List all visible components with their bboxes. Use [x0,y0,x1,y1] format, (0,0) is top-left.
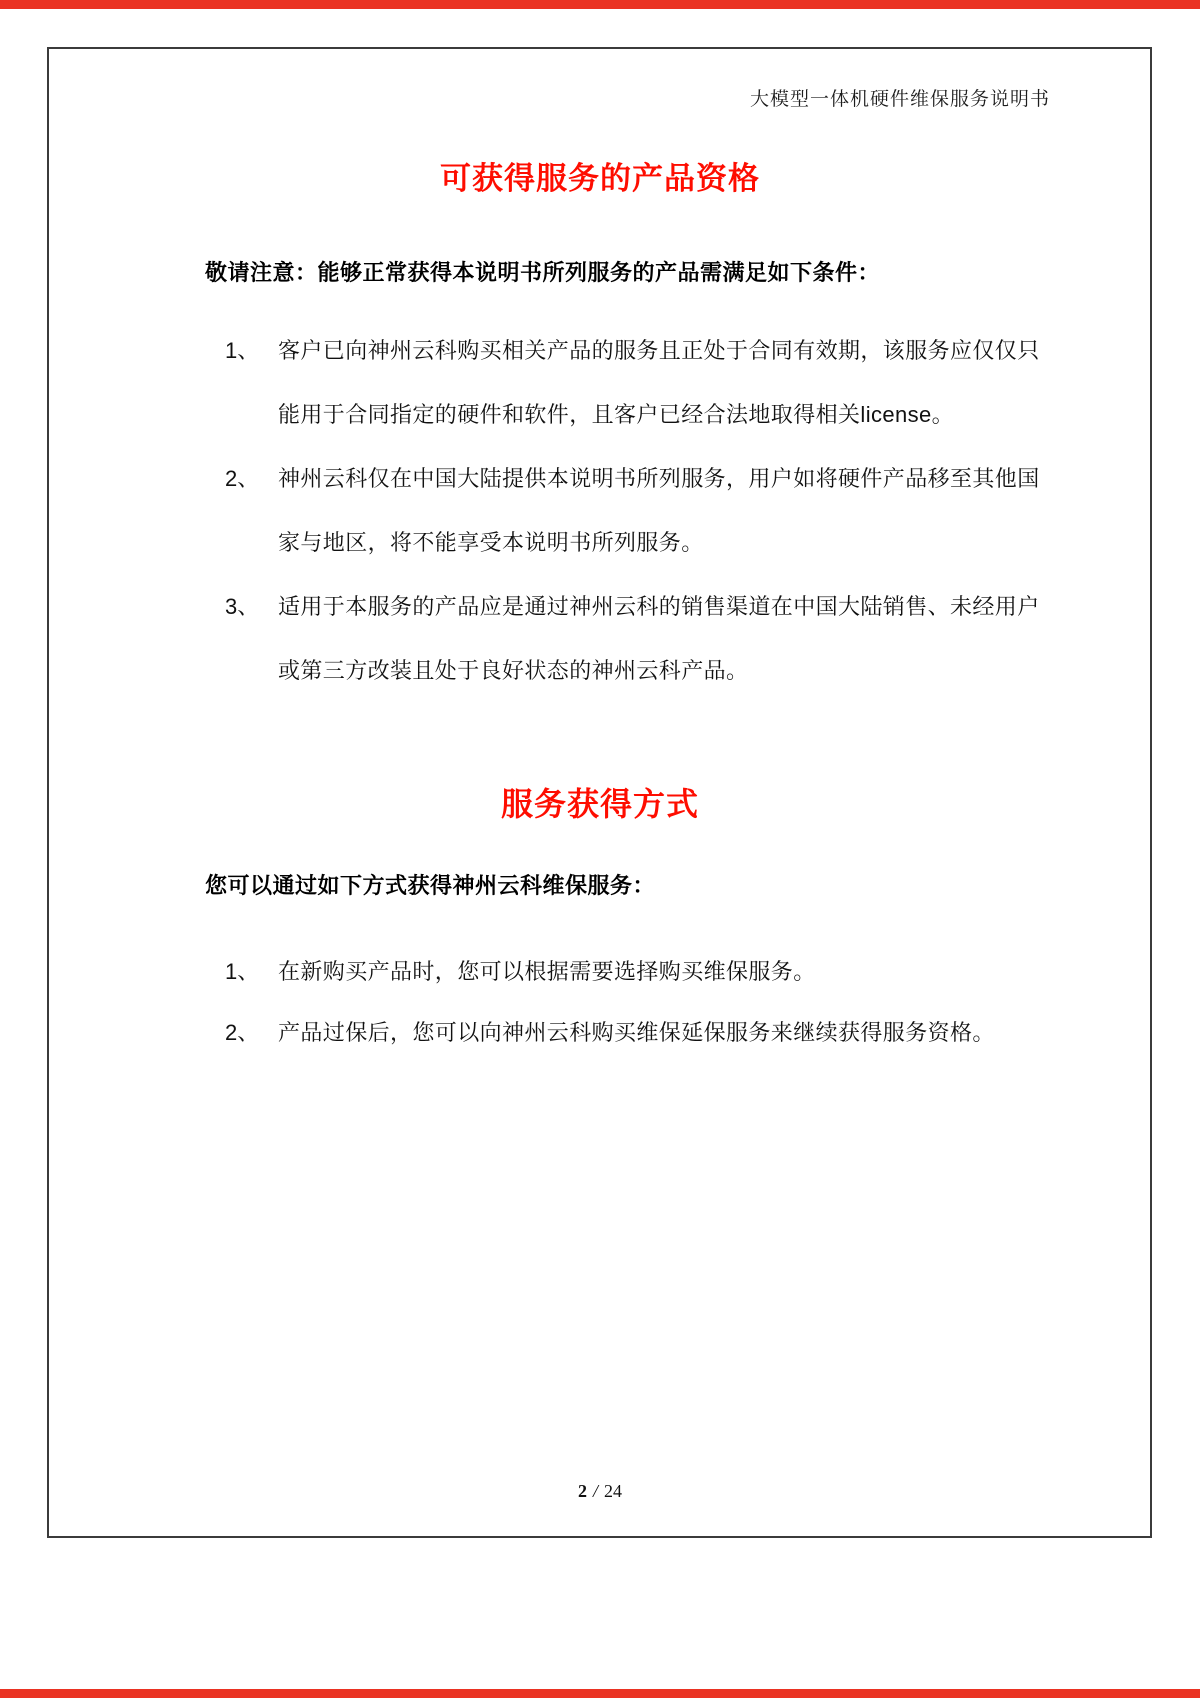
list1-item2-line1: 神州云科仅在中国大陆提供本说明书所列服务，用户如将硬件产品移至其他国 [278,466,1040,491]
page-header-title: 大模型一体机硬件维保服务说明书 [749,89,1050,110]
list2-item2-number: 2、 [225,1020,260,1045]
list1-item1-line2: 能用于合同指定的硬件和软件，且客户已经合法地取得相关license。 [278,402,955,427]
top-edge-red-bar [0,0,1200,9]
section2-intro: 您可以通过如下方式获得神州云科维保服务： [205,873,656,898]
list1-item2-line2: 家与地区，将不能享受本说明书所列服务。 [278,530,704,555]
list2-item2-line1: 产品过保后，您可以向神州云科购买维保延保服务来继续获得服务资格。 [278,1020,995,1045]
list1-item3-line2: 或第三方改装且处于良好状态的神州云科产品。 [278,658,749,683]
section1-title: 可获得服务的产品资格 [440,161,760,196]
page-footer [0,1481,1200,1502]
section1-intro: 敬请注意：能够正常获得本说明书所列服务的产品需满足如下条件： [205,260,881,285]
list2-item1-line1: 在新购买产品时，您可以根据需要选择购买维保服务。 [278,959,816,984]
list1-item1-line1: 客户已向神州云科购买相关产品的服务且正处于合同有效期，该服务应仅仅只 [278,338,1040,363]
list1-item2-number: 2、 [225,466,260,491]
footer-current-page: 2 [577,1481,587,1501]
bottom-edge-red-bar [0,1689,1200,1698]
footer-separator: / [592,1481,598,1501]
list1-item1-number: 1、 [225,338,260,363]
list1-item3-number: 3、 [225,594,260,619]
section2-title: 服务获得方式 [500,786,699,822]
footer-total-pages: 24 [604,1481,622,1501]
list2-item1-number: 1、 [225,959,260,984]
list1-item3-line1: 适用于本服务的产品应是通过神州云科的销售渠道在中国大陆销售、未经用户 [278,594,1040,619]
